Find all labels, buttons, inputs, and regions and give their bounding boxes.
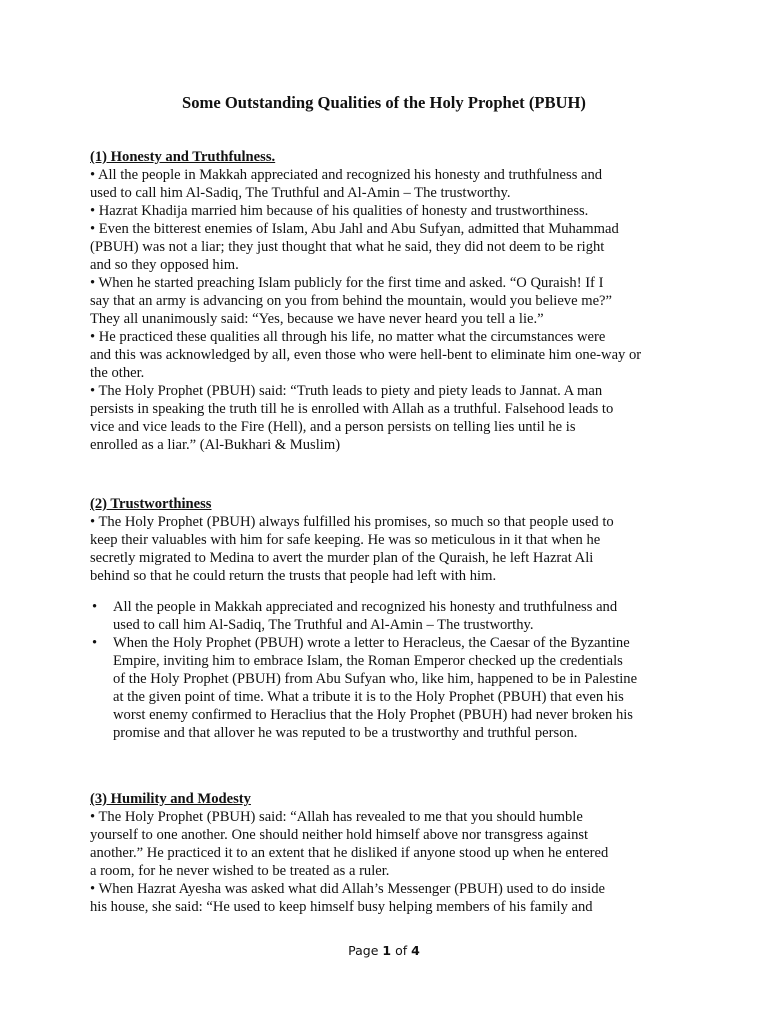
paragraph: • He practiced these qualities all through his life, no matter what the circumstances were and this was acknowledged by all, even those who were hell-bent to eliminate him one-way or the other. xyxy=(90,329,642,381)
paragraph: • Even the bitterest enemies of Islam, Abu Jahl and Abu Sufyan, admitted that Muhammad (PBUH) was not a liar; they just thought that what he said, they did not deem to be right and so they opposed him. xyxy=(90,221,619,273)
section-trustworthiness xyxy=(90,495,670,585)
paragraph: • The Holy Prophet (PBUH) said: “Allah has revealed to me that you should humble yourself to one another. One should neither hold himself above nor transgress against another.” He practiced it to an extent that he disliked if anyone stood up when he entered a room, for he never wished to be treated as a ruler. xyxy=(90,809,609,879)
page-label: Page xyxy=(348,943,379,958)
list-item xyxy=(90,598,670,634)
page-footer xyxy=(0,942,768,960)
document-title: Some Outstanding Qualities of the Holy Prophet (PBUH) xyxy=(182,93,586,112)
section-humility xyxy=(90,790,670,916)
list-item-text: All the people in Makkah appreciated and recognized his honesty and truthfulness and used to call him Al-Sadiq, The Truthful and Al-Amin – The trustworthy. xyxy=(113,599,618,633)
current-page-number: 1 xyxy=(382,943,392,958)
section-heading: (2) Trustworthiness xyxy=(90,496,212,512)
list-item-text: When the Holy Prophet (PBUH) wrote a letter to Heracleus, the Caesar of the Byzantine Empire, inviting him to embrace Islam, the Roman Emperor checked up the credentials of the Holy Prophet (PBUH) from Abu Sufyan who, like him, happened to be in Palestine at the given point of time. What a tribute it is to the Holy Prophet (PBUH) that even his worst enemy confirmed to Heraclius that the Holy Prophet (PBUH) had never broken his promise and that allover he was reputed to be a trustworthy and truthful person. xyxy=(113,635,638,741)
of-label: of xyxy=(395,943,408,958)
paragraph: • When he started preaching Islam publicly for the first time and asked. “O Quraish! If I say that an army is advancing on you from behind the mountain, would you believe me?” They all unanimously said: “Yes, because we have never heard you tell a lie.” xyxy=(90,275,612,327)
bullet-list xyxy=(90,598,670,742)
total-page-count: 4 xyxy=(411,943,420,958)
paragraph: • The Holy Prophet (PBUH) said: “Truth leads to piety and piety leads to Jannat. A man persists in speaking the truth till he is enrolled with Allah as a truthful. Falsehood leads to vice and vice leads to the Fire (Hell), and a person persists on telling lies until he is enrolled as a liar.” (Al-Bukhari & Muslim) xyxy=(90,383,614,453)
section-heading: (3) Humility and Modesty xyxy=(90,791,251,807)
paragraph: • All the people in Makkah appreciated and recognized his honesty and truthfulness and used to call him Al-Sadiq, The Truthful and Al-Amin – The trustworthy. xyxy=(90,167,603,201)
paragraph: • When Hazrat Ayesha was asked what did Allah’s Messenger (PBUH) used to do inside his house, she said: “He used to keep himself busy helping members of his family and xyxy=(90,881,605,915)
bullet-icon: • xyxy=(92,635,98,651)
list-item xyxy=(90,634,670,742)
section-honesty xyxy=(90,148,670,454)
paragraph: • Hazrat Khadija married him because of his qualities of honesty and trustworthiness. xyxy=(90,203,589,219)
bullet-icon: • xyxy=(92,599,98,615)
paragraph: • The Holy Prophet (PBUH) always fulfilled his promises, so much so that people used to keep their valuables with him for safe keeping. He was so meticulous in it that when he secretly migrated to Medina to avert the murder plan of the Quraish, he left Hazrat Ali behind so that he could return the trusts that people had left with him. xyxy=(90,514,614,584)
section-heading: (1) Honesty and Truthfulness. xyxy=(90,149,276,165)
